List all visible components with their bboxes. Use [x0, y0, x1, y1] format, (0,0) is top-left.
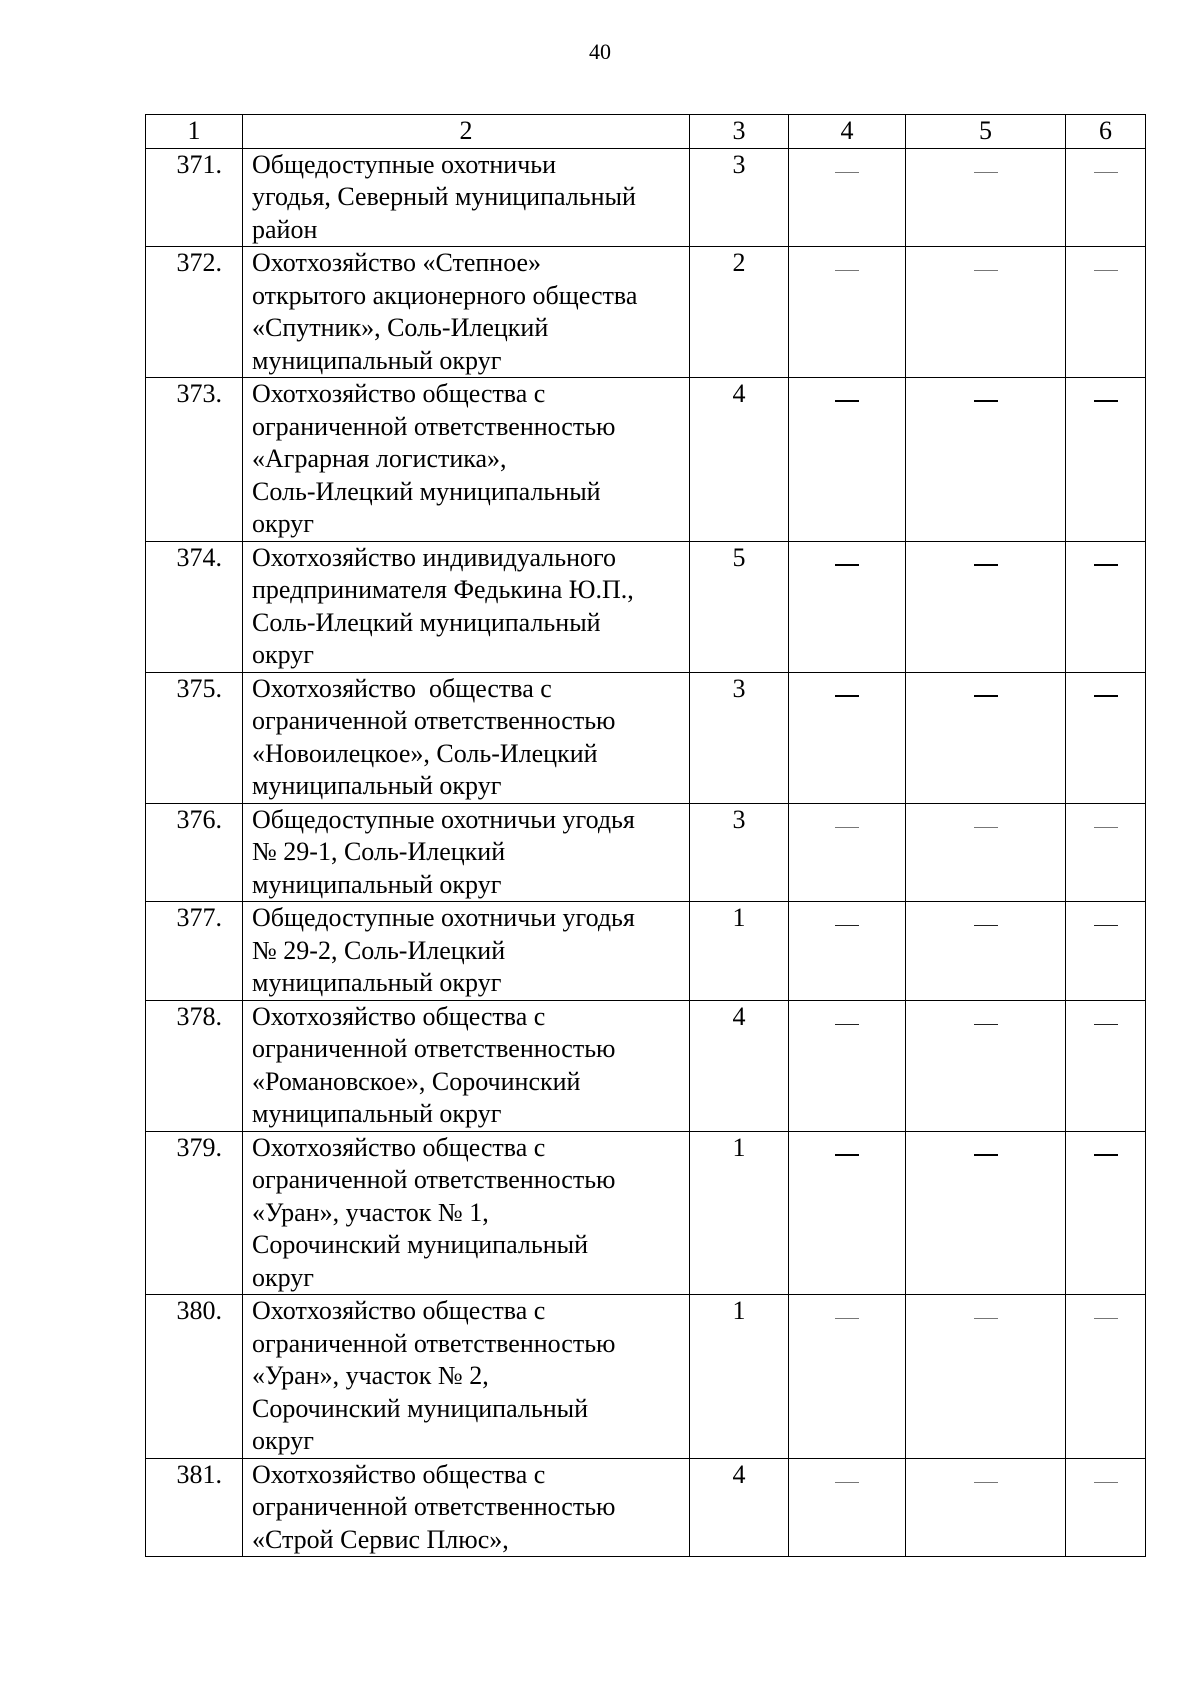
category-value: 1 — [690, 1295, 789, 1459]
category-value: 5 — [690, 541, 789, 672]
ground-name — [243, 541, 690, 672]
ground-name-line: муниципальный округ — [252, 771, 502, 800]
ground-name — [243, 378, 690, 542]
ground-name-line: Сорочинский муниципальный — [252, 1230, 588, 1259]
row-number: 372. — [146, 247, 243, 378]
table-header-row — [146, 115, 1146, 149]
ground-name — [243, 1000, 690, 1131]
row-number: 373. — [146, 378, 243, 542]
ground-name-line: предпринимателя Федькина Ю.П., — [252, 575, 634, 604]
dash-mark — [1094, 564, 1118, 566]
col-5-value — [906, 1458, 1066, 1557]
ground-name-line: Охотхозяйство общества с — [252, 673, 552, 703]
ground-name-line: муниципальный округ — [252, 968, 502, 997]
category-value: 1 — [690, 902, 789, 1001]
dash-mark — [835, 1482, 859, 1483]
col-4-value — [789, 541, 906, 672]
dash-mark — [835, 172, 859, 173]
col-4-value — [789, 1295, 906, 1459]
ground-name-line: округ — [252, 1426, 314, 1455]
col-5-value — [906, 902, 1066, 1001]
ground-name — [243, 902, 690, 1001]
col-6-value — [1066, 1131, 1146, 1295]
ground-name-line: ограниченной ответственностью — [252, 1034, 616, 1063]
ground-name — [243, 1295, 690, 1459]
ground-name-line: Охотхозяйство общества с — [252, 1296, 546, 1325]
ground-name-line: Охотхозяйство общества с — [252, 1001, 546, 1031]
ground-name-line: ограниченной ответственностью — [252, 1492, 616, 1521]
ground-name-line: «Новоилецкое», Соль-Илецкий — [252, 738, 598, 768]
dash-mark — [974, 564, 998, 566]
category-value: 1 — [690, 1131, 789, 1295]
table-row — [146, 148, 1146, 247]
ground-name-line: Соль-Илецкий муниципальный — [252, 607, 601, 637]
col-6-value — [1066, 1295, 1146, 1459]
col-4-value — [789, 378, 906, 542]
col-5-value — [906, 378, 1066, 542]
ground-name-line: «Уран», участок № 2, — [252, 1361, 489, 1390]
ground-name-line: открытого акционерного общества — [252, 280, 638, 310]
header-col-6: 6 — [1066, 115, 1146, 149]
col-5-value — [906, 1000, 1066, 1131]
dash-mark — [974, 172, 998, 173]
dash-mark — [1094, 270, 1118, 271]
dash-mark — [835, 695, 859, 697]
ground-name-line: округ — [252, 1262, 314, 1292]
ground-name-line: муниципальный округ — [252, 345, 502, 375]
ground-name-line: Общедоступные охотничьи — [252, 149, 557, 179]
dash-mark — [1094, 172, 1118, 173]
row-number: 379. — [146, 1131, 243, 1295]
dash-mark — [974, 400, 998, 402]
table-row — [146, 1458, 1146, 1557]
row-number: 376. — [146, 803, 243, 902]
table-row — [146, 1131, 1146, 1295]
dash-mark — [974, 1024, 998, 1025]
dash-mark — [1094, 925, 1118, 926]
col-5-value — [906, 1295, 1066, 1459]
ground-name-line: муниципальный округ — [252, 869, 502, 899]
col-6-value — [1066, 247, 1146, 378]
ground-name-line: ограниченной ответственностью — [252, 411, 616, 441]
table-row — [146, 1000, 1146, 1131]
dash-mark — [974, 1154, 998, 1156]
ground-name-line: «Аграрная логистика», — [252, 444, 507, 473]
ground-name-line: муниципальный округ — [252, 1099, 502, 1128]
col-4-value — [789, 247, 906, 378]
ground-name-line: ограниченной ответственностью — [252, 1328, 616, 1358]
dash-mark — [835, 1154, 859, 1156]
row-number: 381. — [146, 1458, 243, 1557]
ground-name-line: район — [252, 214, 318, 244]
dash-mark — [835, 1024, 859, 1025]
category-value: 3 — [690, 672, 789, 803]
ground-name-line: «Романовское», Сорочинский — [252, 1066, 581, 1096]
dash-mark — [1094, 1318, 1118, 1319]
ground-name-line: Охотхозяйство общества с — [252, 1132, 546, 1162]
col-4-value — [789, 148, 906, 247]
col-5-value — [906, 803, 1066, 902]
ground-name-line: № 29-1, Соль-Илецкий — [252, 837, 506, 866]
ground-name-line: «Спутник», Соль-Илецкий — [252, 313, 549, 342]
col-4-value — [789, 1458, 906, 1557]
category-value: 3 — [690, 148, 789, 247]
dash-mark — [974, 827, 998, 828]
ground-name-line: Общедоступные охотничьи угодья — [252, 804, 635, 834]
col-4-value — [789, 672, 906, 803]
row-number: 378. — [146, 1000, 243, 1131]
header-col-4: 4 — [789, 115, 906, 149]
category-value: 3 — [690, 803, 789, 902]
dash-mark — [1094, 1024, 1118, 1025]
category-value: 2 — [690, 247, 789, 378]
dash-mark — [1094, 827, 1118, 828]
ground-name-line: «Уран», участок № 1, — [252, 1197, 489, 1227]
row-number: 377. — [146, 902, 243, 1001]
col-6-value — [1066, 148, 1146, 247]
ground-name — [243, 672, 690, 803]
dash-mark — [1094, 1482, 1118, 1483]
ground-name-line: № 29-2, Соль-Илецкий — [252, 935, 506, 965]
category-value: 4 — [690, 1000, 789, 1131]
dash-mark — [835, 827, 859, 828]
ground-name-line: угодья, Северный муниципальный — [252, 182, 636, 211]
ground-name-line: Охотхозяйство «Степное» — [252, 248, 542, 277]
header-col-3: 3 — [690, 115, 789, 149]
ground-name-line: Охотхозяйство общества с — [252, 1459, 546, 1489]
dash-mark — [835, 270, 859, 271]
dash-mark — [974, 1318, 998, 1319]
col-6-value — [1066, 541, 1146, 672]
dash-mark — [974, 270, 998, 271]
col-5-value — [906, 148, 1066, 247]
page-number: 40 — [589, 39, 611, 64]
ground-name — [243, 1458, 690, 1557]
ground-name-line: Охотхозяйство индивидуального — [252, 542, 617, 572]
col-4-value — [789, 902, 906, 1001]
col-6-value — [1066, 803, 1146, 902]
col-5-value — [906, 1131, 1066, 1295]
table-row — [146, 541, 1146, 672]
ground-name — [243, 803, 690, 902]
ground-name — [243, 247, 690, 378]
col-5-value — [906, 541, 1066, 672]
dash-mark — [835, 400, 859, 402]
table-row — [146, 803, 1146, 902]
ground-name — [243, 1131, 690, 1295]
dash-mark — [835, 1318, 859, 1319]
col-4-value — [789, 803, 906, 902]
row-number: 380. — [146, 1295, 243, 1459]
table-row — [146, 902, 1146, 1001]
table-row — [146, 672, 1146, 803]
ground-name-line: Сорочинский муниципальный — [252, 1393, 588, 1423]
row-number: 375. — [146, 672, 243, 803]
row-number: 374. — [146, 541, 243, 672]
dash-mark — [1094, 400, 1118, 402]
dash-mark — [974, 695, 998, 697]
hunting-grounds-table — [145, 114, 1146, 1557]
ground-name-line: Охотхозяйство общества с — [252, 379, 546, 408]
col-6-value — [1066, 672, 1146, 803]
ground-name-line: ограниченной ответственностью — [252, 706, 616, 735]
dash-mark — [835, 564, 859, 566]
ground-name-line: «Строй Сервис Плюс», — [252, 1524, 509, 1554]
col-6-value — [1066, 378, 1146, 542]
table-row — [146, 378, 1146, 542]
col-5-value — [906, 672, 1066, 803]
col-4-value — [789, 1131, 906, 1295]
table-row — [146, 1295, 1146, 1459]
dash-mark — [835, 925, 859, 926]
dash-mark — [1094, 1154, 1118, 1156]
col-6-value — [1066, 1000, 1146, 1131]
ground-name-line: Соль-Илецкий муниципальный — [252, 476, 601, 506]
header-col-5: 5 — [906, 115, 1066, 149]
ground-name-line: Общедоступные охотничьи угодья — [252, 903, 635, 932]
dash-mark — [974, 1482, 998, 1483]
ground-name-line: ограниченной ответственностью — [252, 1165, 616, 1194]
header-col-2: 2 — [243, 115, 690, 149]
dash-mark — [1094, 695, 1118, 697]
row-number: 371. — [146, 148, 243, 247]
category-value: 4 — [690, 378, 789, 542]
table-row — [146, 247, 1146, 378]
col-4-value — [789, 1000, 906, 1131]
col-6-value — [1066, 1458, 1146, 1557]
header-col-1: 1 — [146, 115, 243, 149]
col-6-value — [1066, 902, 1146, 1001]
category-value: 4 — [690, 1458, 789, 1557]
dash-mark — [974, 925, 998, 926]
ground-name-line: округ — [252, 509, 314, 538]
ground-name — [243, 148, 690, 247]
table-body — [146, 115, 1146, 1557]
ground-name-line: округ — [252, 640, 314, 669]
col-5-value — [906, 247, 1066, 378]
